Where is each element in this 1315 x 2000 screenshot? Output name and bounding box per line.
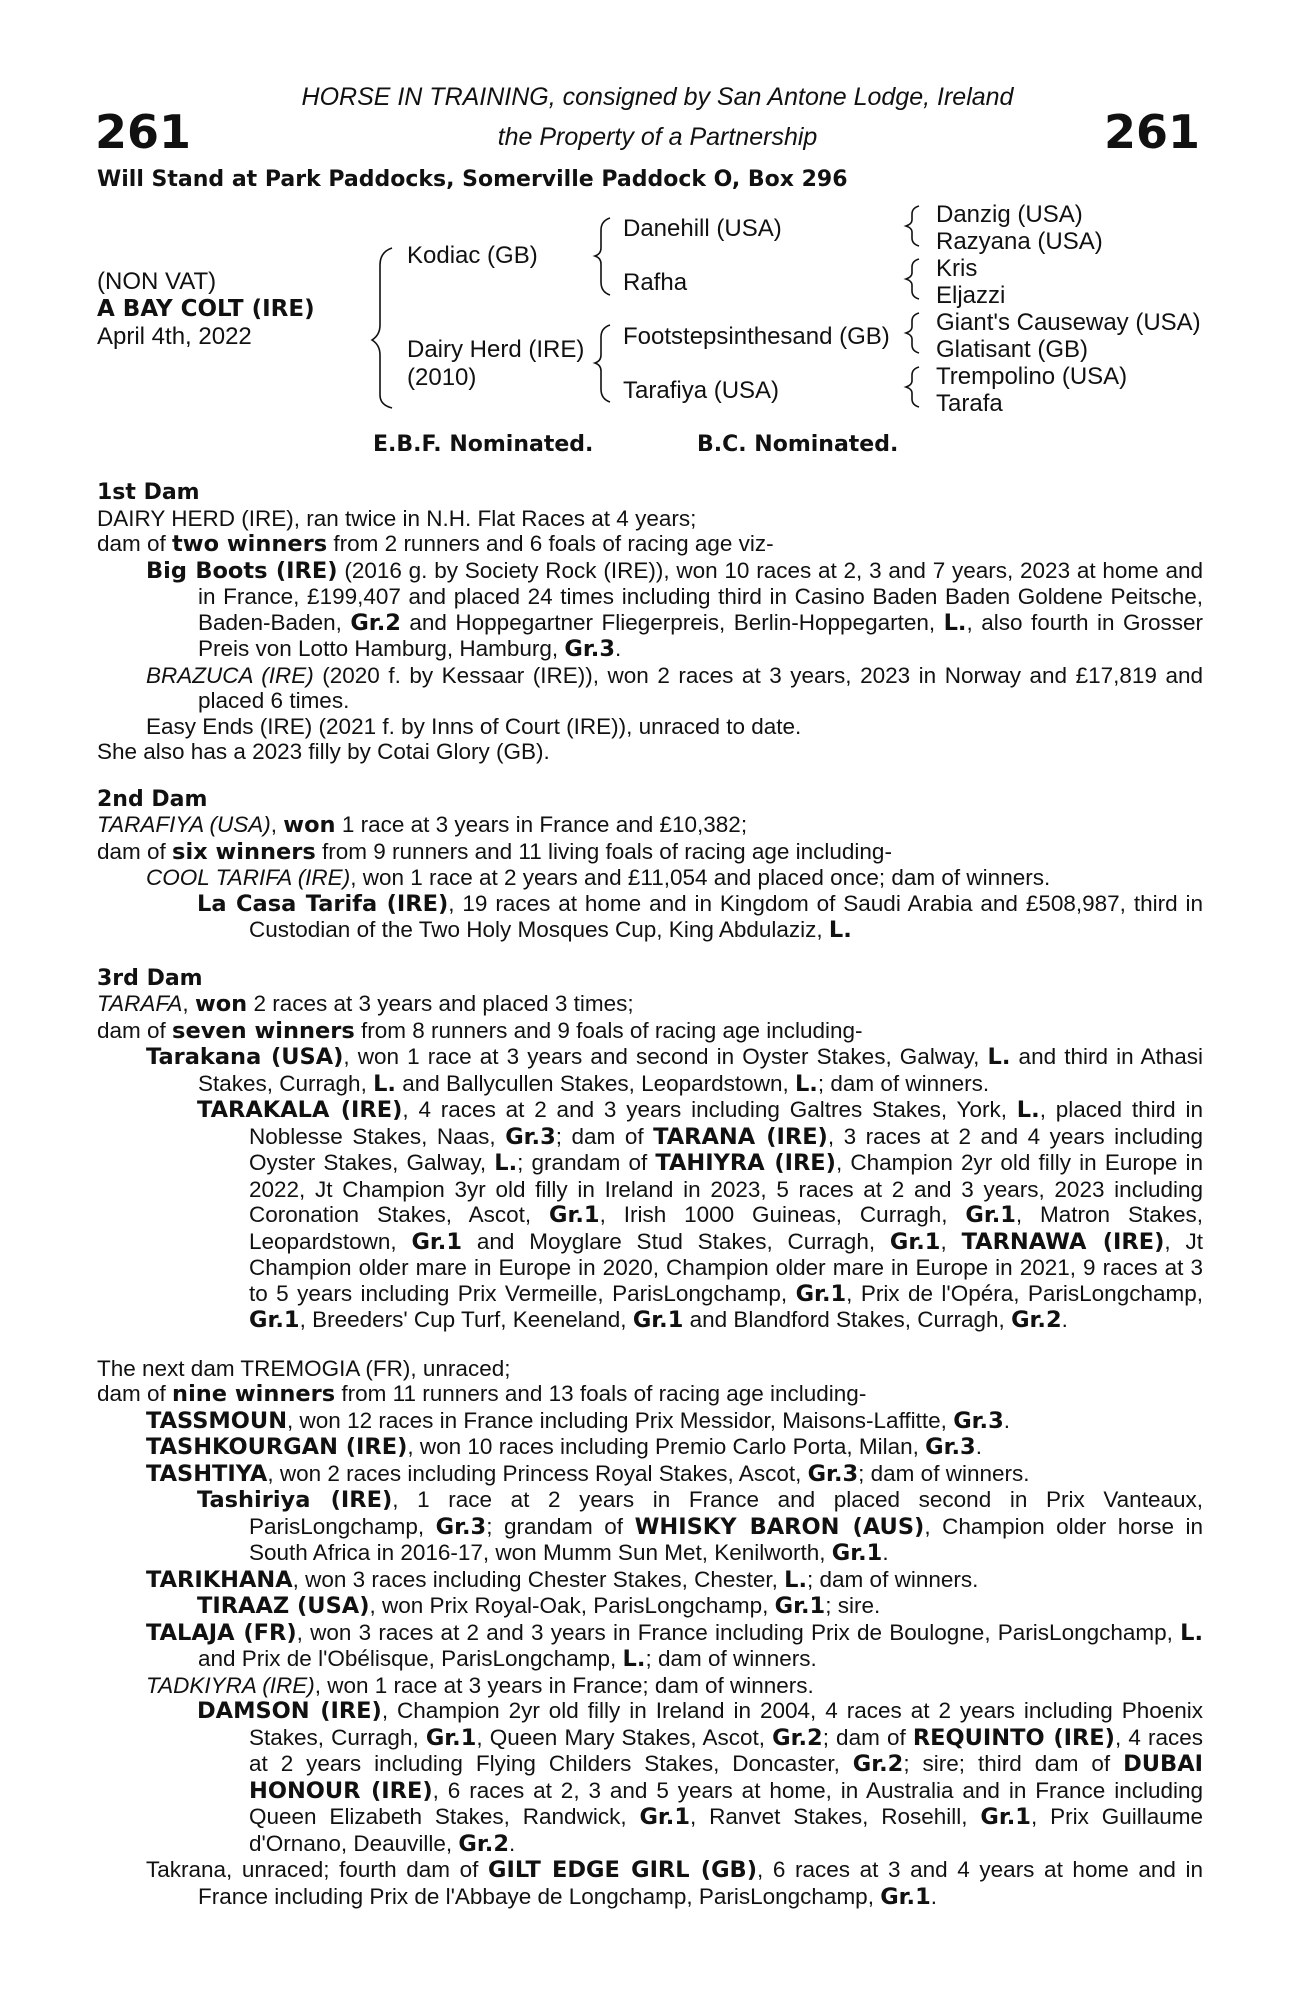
- third-dam-heading: 3rd Dam: [97, 965, 203, 991]
- property-line: the Property of a Partnership: [497, 123, 818, 151]
- horse-name: A BAY COLT (IRE): [97, 296, 315, 322]
- produce-tiraaz: TIRAAZ (USA), won Prix Royal-Oak, ParisLongchamp, Gr.1; sire.: [197, 1593, 881, 1619]
- vat-status: (NON VAT): [97, 268, 217, 295]
- produce-filly-2023: She also has a 2023 filly by Cotai Glory (GB).: [97, 739, 550, 764]
- dam-sire: Footstepsinthesand (GB): [623, 323, 890, 350]
- first-dam-intro: DAIRY HERD (IRE), ran twice in N.H. Flat Races at 4 years;: [97, 505, 697, 531]
- dam-dam-sire: Trempolino (USA): [936, 363, 1128, 390]
- second-dam-heading: 2nd Dam: [97, 786, 208, 812]
- produce-tashkourgan: TASHKOURGAN (IRE), won 10 races including Premio Carlo Porta, Milan, Gr.3.: [146, 1434, 982, 1460]
- lot-number-right: 261: [1103, 105, 1200, 159]
- produce-tashiriya: Tashiriya (IRE), 1 race at 2 years in France and placed second in Prix Vanteaux, ParisLongchamp, Gr.3; grandam of WHISKY BARON (AUS), Champion older horse in South Africa in 2016-17, won Mumm Sun Met, Kenilworth, Gr.1.: [197, 1487, 1204, 1566]
- third-dam-produce: dam of seven winners from 8 runners and 9 foals of racing age including-: [97, 1017, 863, 1044]
- second-dam-intro: TARAFIYA (USA), won 1 race at 3 years in France and £10,382;: [97, 812, 748, 838]
- sire-sire-dam: Razyana (USA): [936, 228, 1103, 255]
- dam-dam: Tarafiya (USA): [623, 377, 780, 404]
- sire-sire-sire: Danzig (USA): [936, 201, 1083, 228]
- produce-tadkiyra: TADKIYRA (IRE), won 1 race at 3 years in France; dam of winners.: [146, 1672, 814, 1698]
- foaling-date: April 4th, 2022: [97, 323, 252, 350]
- consignor-line: HORSE IN TRAINING, consigned by San Antone Lodge, Ireland: [301, 83, 1014, 111]
- stand-location: Will Stand at Park Paddocks, Somerville Paddock O, Box 296: [97, 167, 848, 192]
- produce-tarakana: Tarakana (USA), won 1 race at 3 years and second in Oyster Stakes, Galway, L. and third in Athasi Stakes, Curragh, L. and Ballycullen Stakes, Leopardstown, L.; dam of winners.: [146, 1044, 1204, 1097]
- produce-tashtiya: TASHTIYA, won 2 races including Princess Royal Stakes, Ascot, Gr.3; dam of winners.: [146, 1460, 1030, 1487]
- next-dam-produce: dam of nine winners from 11 runners and 13 foals of racing age including-: [97, 1381, 867, 1407]
- lot-number-left: 261: [95, 105, 192, 159]
- sire-dam-dam: Eljazzi: [936, 282, 1006, 309]
- produce-cool-tarifa: COOL TARIFA (IRE), won 1 race at 2 years and £11,054 and placed once; dam of winners.: [146, 865, 1051, 890]
- produce-talaja: TALAJA (FR), won 3 races at 2 and 3 years in France including Prix de Boulogne, ParisLongchamp, L. and Prix de l'Obélisque, ParisLongchamp, L.; dam of winners.: [146, 1619, 1203, 1672]
- produce-tassmoun: TASSMOUN, won 12 races in France including Prix Messidor, Maisons-Laffitte, Gr.3.: [146, 1407, 1011, 1434]
- dam-sire-sire: Giant's Causeway (USA): [936, 309, 1201, 336]
- produce-easy-ends: Easy Ends (IRE) (2021 f. by Inns of Court (IRE)), unraced to date.: [146, 713, 802, 739]
- sire-dam-sire: Kris: [936, 255, 978, 282]
- produce-damson: DAMSON (IRE), Champion 2yr old filly in Ireland in 2004, 4 races at 2 years including Phoenix Stakes, Curragh, Gr.1, Queen Mary Stakes, Ascot, Gr.2; dam of REQUINTO (IRE), 4 races at 2 years including Flying Childers Stakes, Doncaster, Gr.2; sire; third dam of DUBAI HONOUR (IRE), 6 races at 2, 3 and 5 years at home, in Australia and in France including Queen Elizabeth Stakes, Randwick, Gr.1, Ranvet Stakes, Rosehill, Gr.1, Prix Guillaume d'Ornano, Deauville, Gr.2.: [197, 1698, 1204, 1857]
- bc-nomination: B.C. Nominated.: [697, 432, 899, 457]
- first-dam-heading: 1st Dam: [97, 480, 200, 505]
- produce-la-casa-tarifa: La Casa Tarifa (IRE), 19 races at home and in Kingdom of Saudi Arabia and £508,987, third in Custodian of the Two Holy Mosques Cup, King Abdulaziz, L.: [197, 890, 1203, 943]
- dam-year: (2010): [407, 364, 477, 391]
- dam-sire-dam: Glatisant (GB): [936, 336, 1089, 363]
- sire-dam: Rafha: [623, 269, 688, 296]
- produce-takrana: Takrana, unraced; fourth dam of GILT EDGE GIRL (GB), 6 races at 3 and 4 years at home and in France including Prix de l'Abbaye de Longchamp, ParisLongchamp, Gr.1.: [146, 1857, 1203, 1910]
- second-dam-produce: dam of six winners from 9 runners and 11 living foals of racing age including-: [97, 838, 892, 865]
- produce-tarakala: TARAKALA (IRE), 4 races at 2 and 3 years including Galtres Stakes, York, L., placed third in Noblesse Stakes, Naas, Gr.3; dam of TARANA (IRE), 3 races at 2 and 4 years including Oyster Stakes, Galway, L.; grandam of TAHIYRA (IRE), Champion 2yr old filly in Europe in 2022, Jt Champion 3yr old filly in Ireland in 2023, 5 races at 2 and 3 years, 2023 including Coronation Stakes, Ascot, Gr.1, Irish 1000 Guineas, Curragh, Gr.1, Matron Stakes, Leopardstown, Gr.1 and Moyglare Stud Stakes, Curragh, Gr.1, TARNAWA (IRE), Jt Champion older mare in Europe in 2020, Champion older mare in Europe in 2021, 9 races at 3 to 5 years including Prix Vermeille, ParisLongchamp, Gr.1, Prix de l'Opéra, ParisLongchamp, Gr.1, Breeders' Cup Turf, Keeneland, Gr.1 and Blandford Stakes, Curragh, Gr.2.: [197, 1097, 1204, 1333]
- third-dam-intro: TARAFA, won 2 races at 3 years and placed 3 times;: [97, 991, 634, 1017]
- sire-sire: Danehill (USA): [623, 215, 782, 242]
- dam-dam-dam: Tarafa: [936, 390, 1003, 417]
- produce-brazuca: BRAZUCA (IRE) (2020 f. by Kessaar (IRE)), won 2 races at 3 years, 2023 in Norway and £17,819 and placed 6 times.: [146, 662, 1204, 713]
- produce-big-boots: Big Boots (IRE) (2016 g. by Society Rock (IRE)), won 10 races at 2, 3 and 7 years, 2023 at home and in France, £199,407 and placed 24 times including third in Casino Baden Baden Goldene Peitsche, Baden-Baden, Gr.2 and Hoppegartner Fliegerpreis, Berlin-Hoppegarten, L., also fourth in Grosser Preis von Lotto Hamburg, Hamburg, Gr.3.: [146, 557, 1204, 662]
- sire-name: Kodiac (GB): [407, 242, 538, 269]
- catalogue-body: [97, 480, 1203, 1910]
- ebf-nomination: E.B.F. Nominated.: [373, 432, 594, 457]
- produce-tarikhana: TARIKHANA, won 3 races including Chester Stakes, Chester, L.; dam of winners.: [146, 1566, 979, 1593]
- dam-name: Dairy Herd (IRE): [407, 336, 585, 363]
- first-dam-produce: dam of two winners from 2 runners and 6 foals of racing age viz-: [97, 531, 774, 557]
- next-dam-intro: The next dam TREMOGIA (FR), unraced;: [97, 1355, 511, 1381]
